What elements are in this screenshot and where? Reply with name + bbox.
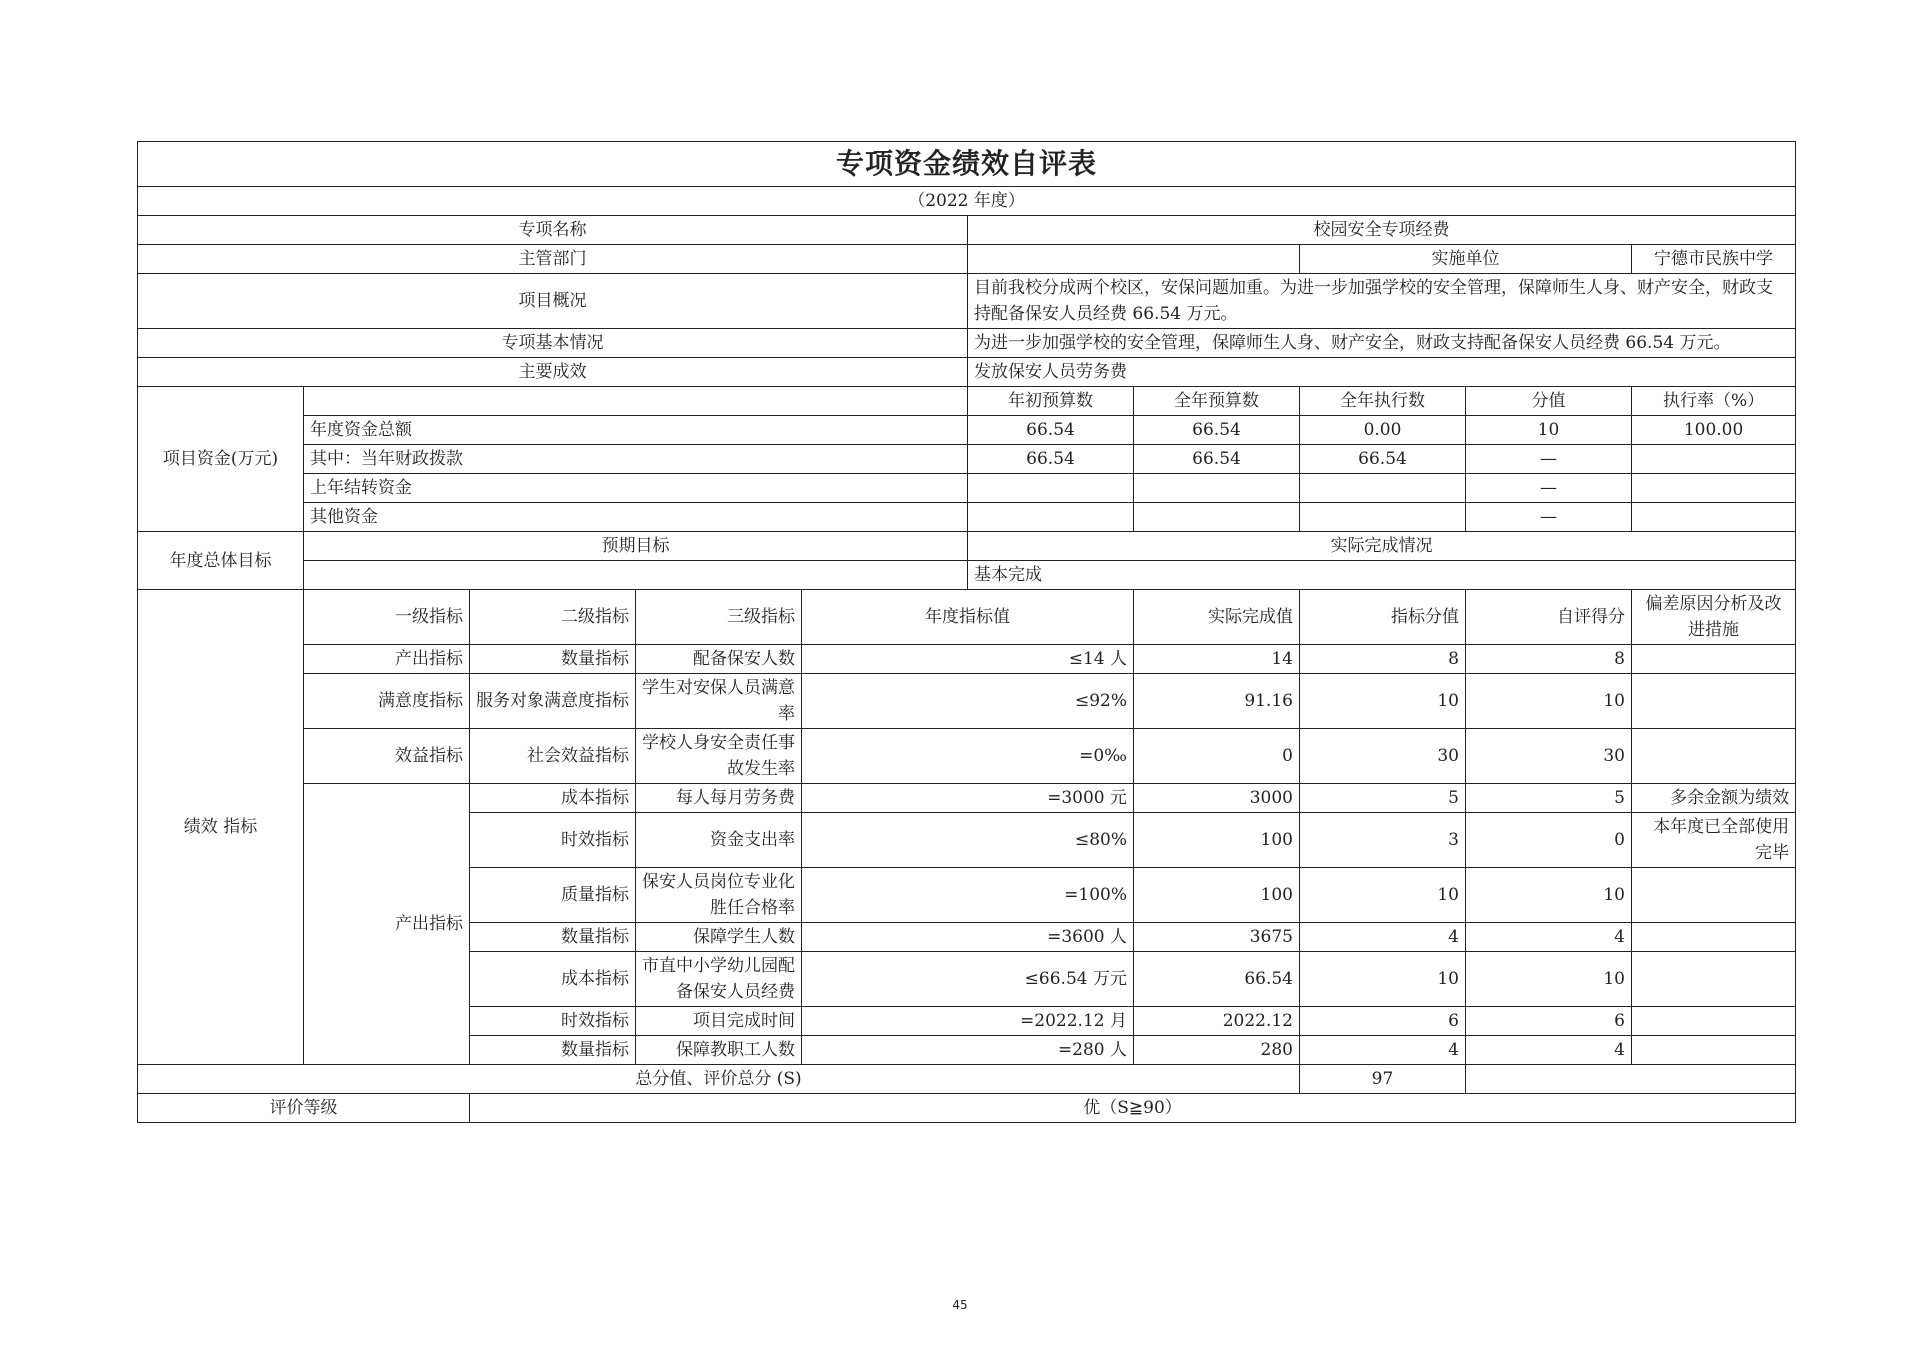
perf-l2: 服务对象满意度指标 <box>470 674 636 729</box>
perf-target: =100% <box>802 868 1134 923</box>
perf-l2: 成本指标 <box>470 784 636 813</box>
funds-cell: 66.54 <box>968 445 1134 474</box>
perf-l2: 社会效益指标 <box>470 729 636 784</box>
perf-target: =0‰ <box>802 729 1134 784</box>
goal-actual-value: 基本完成 <box>968 561 1796 590</box>
perf-l3: 保安人员岗位专业化胜任合格率 <box>636 868 802 923</box>
perf-actual: 100 <box>1134 813 1300 868</box>
perf-target: =3000 元 <box>802 784 1134 813</box>
basic-value: 为进一步加强学校的安全管理，保障师生人身、财产安全，财政支持配备保安人员经费 66.54 万元。 <box>968 329 1796 358</box>
goal-actual-label: 实际完成情况 <box>968 532 1796 561</box>
perf-actual: 100 <box>1134 868 1300 923</box>
perf-l2: 时效指标 <box>470 1007 636 1036</box>
project-name-label: 专项名称 <box>138 216 968 245</box>
perf-l3: 配备保安人数 <box>636 645 802 674</box>
perf-note: 多余金额为绩效 <box>1632 784 1796 813</box>
funds-cell: 0.00 <box>1300 416 1466 445</box>
goal-expected-value <box>304 561 968 590</box>
funds-header: 年初预算数 <box>968 387 1134 416</box>
perf-l2: 数量指标 <box>470 645 636 674</box>
perf-l2: 数量指标 <box>470 923 636 952</box>
dept-label: 主管部门 <box>138 245 968 274</box>
perf-header: 一级指标 <box>304 590 470 645</box>
perf-score: 4 <box>1466 923 1632 952</box>
perf-target: ≤66.54 万元 <box>802 952 1134 1007</box>
perf-l3: 学生对安保人员满意率 <box>636 674 802 729</box>
perf-score: 5 <box>1466 784 1632 813</box>
perf-score: 10 <box>1466 868 1632 923</box>
perf-target: ≤92% <box>802 674 1134 729</box>
funds-cell: 100.00 <box>1632 416 1796 445</box>
basic-label: 专项基本情况 <box>138 329 968 358</box>
perf-target: ≤14 人 <box>802 645 1134 674</box>
perf-header: 自评得分 <box>1466 590 1632 645</box>
perf-actual: 0 <box>1134 729 1300 784</box>
result-label: 主要成效 <box>138 358 968 387</box>
funds-header: 执行率（%） <box>1632 387 1796 416</box>
funds-cell: — <box>1466 474 1632 503</box>
perf-l3: 市直中小学幼儿园配备保安人员经费 <box>636 952 802 1007</box>
perf-weight: 30 <box>1300 729 1466 784</box>
total-blank <box>1466 1065 1796 1094</box>
perf-target: ≤80% <box>802 813 1134 868</box>
perf-score: 4 <box>1466 1036 1632 1065</box>
perf-header: 偏差原因分析及改进措施 <box>1632 590 1796 645</box>
goal-expected-label: 预期目标 <box>304 532 968 561</box>
funds-row-name: 年度资金总额 <box>304 416 968 445</box>
perf-score: 10 <box>1466 952 1632 1007</box>
perf-score: 30 <box>1466 729 1632 784</box>
funds-cell: 66.54 <box>1300 445 1466 474</box>
funds-cell <box>1134 474 1300 503</box>
project-name-value: 校园安全专项经费 <box>968 216 1796 245</box>
funds-cell <box>1300 503 1466 532</box>
perf-note <box>1632 868 1796 923</box>
perf-score: 0 <box>1466 813 1632 868</box>
perf-weight: 10 <box>1300 868 1466 923</box>
perf-actual: 91.16 <box>1134 674 1300 729</box>
funds-header: 分值 <box>1466 387 1632 416</box>
evaluation-table <box>137 141 1796 1123</box>
perf-l1: 产出指标 <box>304 784 470 1065</box>
dept-value <box>968 245 1300 274</box>
perf-score: 10 <box>1466 674 1632 729</box>
table-subtitle: （2022 年度） <box>138 187 1796 216</box>
perf-actual: 2022.12 <box>1134 1007 1300 1036</box>
perf-l3: 每人每月劳务费 <box>636 784 802 813</box>
total-value: 97 <box>1300 1065 1466 1094</box>
perf-l3: 保障教职工人数 <box>636 1036 802 1065</box>
overview-label: 项目概况 <box>138 274 968 329</box>
perf-weight: 4 <box>1300 923 1466 952</box>
funds-cell <box>1134 503 1300 532</box>
goal-label: 年度总体目标 <box>138 532 304 590</box>
perf-weight: 4 <box>1300 1036 1466 1065</box>
funds-cell <box>968 474 1134 503</box>
perf-note <box>1632 1036 1796 1065</box>
perf-note <box>1632 1007 1796 1036</box>
perf-weight: 10 <box>1300 952 1466 1007</box>
perf-actual: 3675 <box>1134 923 1300 952</box>
perf-header: 三级指标 <box>636 590 802 645</box>
perf-actual: 14 <box>1134 645 1300 674</box>
perf-note <box>1632 645 1796 674</box>
funds-cell: — <box>1466 445 1632 474</box>
funds-cell <box>968 503 1134 532</box>
funds-cell: 66.54 <box>1134 416 1300 445</box>
funds-row-name: 其他资金 <box>304 503 968 532</box>
funds-cell <box>1300 474 1466 503</box>
perf-header: 指标分值 <box>1300 590 1466 645</box>
perf-target: =3600 人 <box>802 923 1134 952</box>
unit-value: 宁德市民族中学 <box>1632 245 1796 274</box>
perf-actual: 280 <box>1134 1036 1300 1065</box>
perf-header: 年度指标值 <box>802 590 1134 645</box>
funds-cell <box>1632 474 1796 503</box>
perf-target: =280 人 <box>802 1036 1134 1065</box>
perf-l2: 时效指标 <box>470 813 636 868</box>
perf-weight: 6 <box>1300 1007 1466 1036</box>
perf-header: 二级指标 <box>470 590 636 645</box>
perf-header: 实际完成值 <box>1134 590 1300 645</box>
perf-l1: 产出指标 <box>304 645 470 674</box>
page-number: 45 <box>952 1298 968 1312</box>
perf-score: 6 <box>1466 1007 1632 1036</box>
perf-l1: 满意度指标 <box>304 674 470 729</box>
funds-row-name: 其中：当年财政拨款 <box>304 445 968 474</box>
perf-score: 8 <box>1466 645 1632 674</box>
funds-row-name: 上年结转资金 <box>304 474 968 503</box>
perf-note <box>1632 952 1796 1007</box>
perf-l2: 质量指标 <box>470 868 636 923</box>
perf-l2: 数量指标 <box>470 1036 636 1065</box>
funds-label: 项目资金(万元) <box>138 387 304 532</box>
result-value: 发放保安人员劳务费 <box>968 358 1796 387</box>
perf-l3: 项目完成时间 <box>636 1007 802 1036</box>
funds-header: 全年执行数 <box>1300 387 1466 416</box>
perf-actual: 3000 <box>1134 784 1300 813</box>
funds-cell: 10 <box>1466 416 1632 445</box>
perf-weight: 10 <box>1300 674 1466 729</box>
funds-cell: — <box>1466 503 1632 532</box>
perf-note <box>1632 923 1796 952</box>
total-label: 总分值、评价总分 (S) <box>138 1065 1300 1094</box>
perf-note: 本年度已全部使用完毕 <box>1632 813 1796 868</box>
perf-weight: 8 <box>1300 645 1466 674</box>
perf-note <box>1632 729 1796 784</box>
perf-l1: 效益指标 <box>304 729 470 784</box>
funds-cell: 66.54 <box>968 416 1134 445</box>
perf-l3: 学校人身安全责任事故发生率 <box>636 729 802 784</box>
overview-value: 目前我校分成两个校区，安保问题加重。为进一步加强学校的安全管理，保障师生人身、财产安全，财政支持配备保安人员经费 66.54 万元。 <box>968 274 1796 329</box>
unit-label: 实施单位 <box>1300 245 1632 274</box>
grade-label: 评价等级 <box>138 1094 470 1123</box>
table-title: 专项资金绩效自评表 <box>138 142 1796 187</box>
perf-l3: 资金支出率 <box>636 813 802 868</box>
perf-actual: 66.54 <box>1134 952 1300 1007</box>
evaluation-sheet <box>137 141 1795 1123</box>
funds-cell: 66.54 <box>1134 445 1300 474</box>
perf-note <box>1632 674 1796 729</box>
funds-header: 全年预算数 <box>1134 387 1300 416</box>
perf-label: 绩效 指标 <box>138 590 304 1065</box>
perf-l3: 保障学生人数 <box>636 923 802 952</box>
perf-weight: 5 <box>1300 784 1466 813</box>
funds-cell <box>1632 445 1796 474</box>
funds-cell <box>1632 503 1796 532</box>
grade-value: 优（S≧90） <box>470 1094 1796 1123</box>
funds-header-blank <box>304 387 968 416</box>
perf-l2: 成本指标 <box>470 952 636 1007</box>
perf-target: =2022.12 月 <box>802 1007 1134 1036</box>
perf-weight: 3 <box>1300 813 1466 868</box>
